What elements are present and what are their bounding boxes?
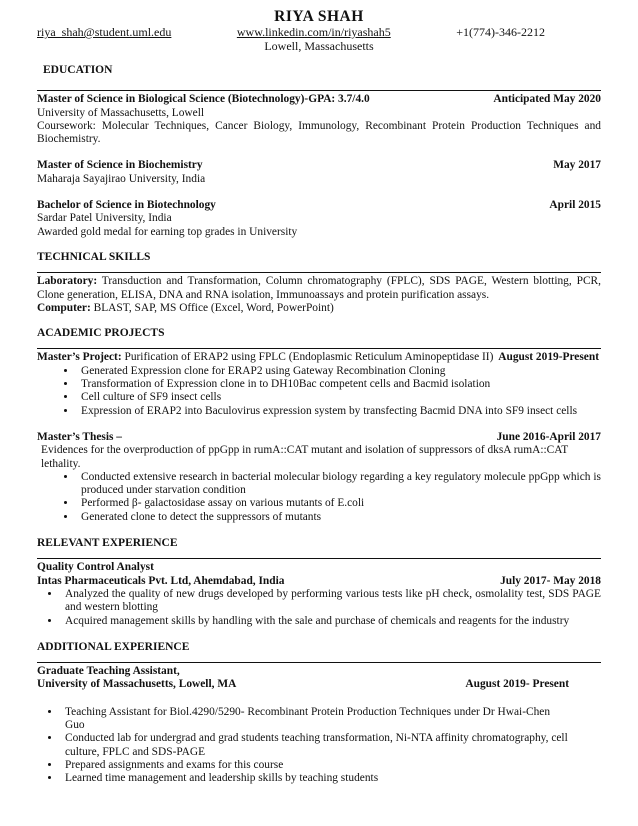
degree-date: Anticipated May 2020	[493, 93, 601, 106]
ta-bullets	[37, 706, 601, 786]
ta-role: Graduate Teaching Assistant,	[37, 665, 180, 678]
additional-heading: ADDITIONAL EXPERIENCE	[37, 640, 190, 653]
degree-title: Bachelor of Science in Biotechnology	[37, 199, 216, 212]
thesis-date: June 2016-April 2017	[496, 430, 601, 443]
education-heading: EDUCATION	[43, 64, 113, 76]
experience-heading: RELEVANT EXPERIENCE	[37, 537, 178, 550]
list-item: • Teaching Assistant for Biol.4290/5290- Recombinant Protein Production Techniques under Dr Hwai-Chen Guo	[61, 706, 571, 733]
list-item: • Expression of ERAP2 into Baculovirus expression system by transfecting Bacmid DNA into SF9 insect cells	[77, 405, 601, 418]
education-entry	[37, 159, 601, 186]
education-entry	[37, 93, 601, 146]
thesis-description: Evidences for the overproduction of ppGpp in rumA::CAT mutant and isolation of suppressors of dksA rumA::CAT lethality.	[41, 444, 568, 470]
projects-heading: ACADEMIC PROJECTS	[37, 327, 165, 340]
computer-skills	[37, 302, 601, 315]
list-item: • Prepared assignments and exams for this course	[61, 759, 571, 772]
linkedin-link[interactable]: www.linkedin.com/in/riyashah5	[236, 25, 391, 39]
school-name: Maharaja Sayajirao University, India	[37, 172, 206, 185]
section-divider	[37, 90, 601, 91]
lab-skills-label: Laboratory:	[37, 275, 98, 288]
lab-skills	[37, 275, 601, 302]
company-name: Intas Pharmaceuticals Pvt. Ltd, Ahemdabad, India	[37, 574, 285, 587]
ta-header	[37, 678, 601, 691]
computer-skills-label: Computer:	[37, 301, 91, 314]
skills-heading: TECHNICAL SKILLS	[37, 250, 151, 263]
project-header	[37, 351, 601, 364]
award-note: Awarded gold medal for earning top grades in University	[37, 225, 298, 238]
phone-number: +1(774)-346-2212	[456, 25, 545, 39]
school-name: Sardar Patel University, India	[37, 212, 172, 225]
email-link[interactable]: riya_shah@student.uml.edu	[37, 25, 172, 39]
list-item: • Cell culture of SF9 insect cells	[77, 391, 601, 404]
section-divider	[37, 348, 601, 349]
contact-line	[37, 25, 601, 39]
thesis-bullets	[37, 471, 601, 524]
coursework: Coursework: Molecular Techniques, Cancer Biology, Immunology, Recombinant Protein Production Techniques and Biochemistry.	[37, 119, 601, 146]
thesis-label: Master’s Thesis –	[37, 430, 122, 443]
list-item: • Analyzed the quality of new drugs developed by performing various tests like pH check, osmolality test, SDS PAGE and western blotting	[61, 588, 601, 615]
list-item: • Acquired management skills by handling with the sale and purchase of chemicals and reagents for the industry	[61, 615, 601, 628]
job-bullets	[37, 588, 601, 628]
section-divider	[37, 662, 601, 663]
ta-organization: University of Massachusetts, Lowell, MA	[37, 678, 237, 691]
education-entry	[37, 199, 601, 239]
candidate-name: RIYA SHAH	[274, 8, 364, 25]
computer-skills-text: BLAST, SAP, MS Office (Excel, Word, PowerPoint)	[90, 301, 334, 314]
job-title: Quality Control Analyst	[37, 561, 154, 574]
section-divider	[37, 272, 601, 273]
list-item: • Learned time management and leadership skills by teaching students	[61, 772, 571, 785]
list-item: • Generated clone to detect the suppressors of mutants	[77, 511, 601, 524]
project-date: August 2019-Present	[498, 351, 599, 364]
school-name: University of Massachusetts, Lowell	[37, 106, 205, 119]
thesis-header	[37, 431, 601, 444]
list-item: • Conducted lab for undergrad and grad students teaching transformation, Ni-NTA affinity chromatography, cell culture, FPLC and SDS-PAGE	[61, 732, 571, 759]
location: Lowell, Massachusetts	[264, 39, 374, 53]
list-item: • Transformation of Expression clone in to DH10Bac competent cells and Bacmid isolation	[77, 378, 601, 391]
project-label: Master’s Project:	[37, 351, 122, 364]
project-bullets	[37, 365, 601, 418]
lab-skills-text: Transduction and Transformation, Column chromatography (FPLC), SDS PAGE, Western blotting, PCR, Clone generation, ELISA, DNA and RNA isolation, Immunoassays and protein purification assays.	[37, 275, 601, 301]
list-item: • Performed β- galactosidase assay on various mutants of E.coli	[77, 497, 601, 510]
job-header	[37, 575, 601, 588]
project-title: Purification of ERAP2 using FPLC (Endoplasmic Reticulum Aminopeptidase II)	[121, 351, 494, 364]
list-item: • Generated Expression clone for ERAP2 using Gateway Recombination Cloning	[77, 365, 601, 378]
degree-title: Master of Science in Biological Science (Biotechnology)-GPA: 3.7/4.0	[37, 93, 370, 106]
section-divider	[37, 558, 601, 559]
degree-date: April 2015	[549, 199, 601, 212]
job-date: July 2017- May 2018	[500, 574, 601, 587]
degree-date: May 2017	[553, 159, 601, 172]
list-item: • Conducted extensive research in bacterial molecular biology regarding a key regulatory molecule ppGpp which is produced under starvation condition	[77, 471, 601, 498]
resume-page	[37, 8, 601, 785]
ta-date: August 2019- Present	[465, 678, 569, 691]
degree-title: Master of Science in Biochemistry	[37, 159, 203, 172]
